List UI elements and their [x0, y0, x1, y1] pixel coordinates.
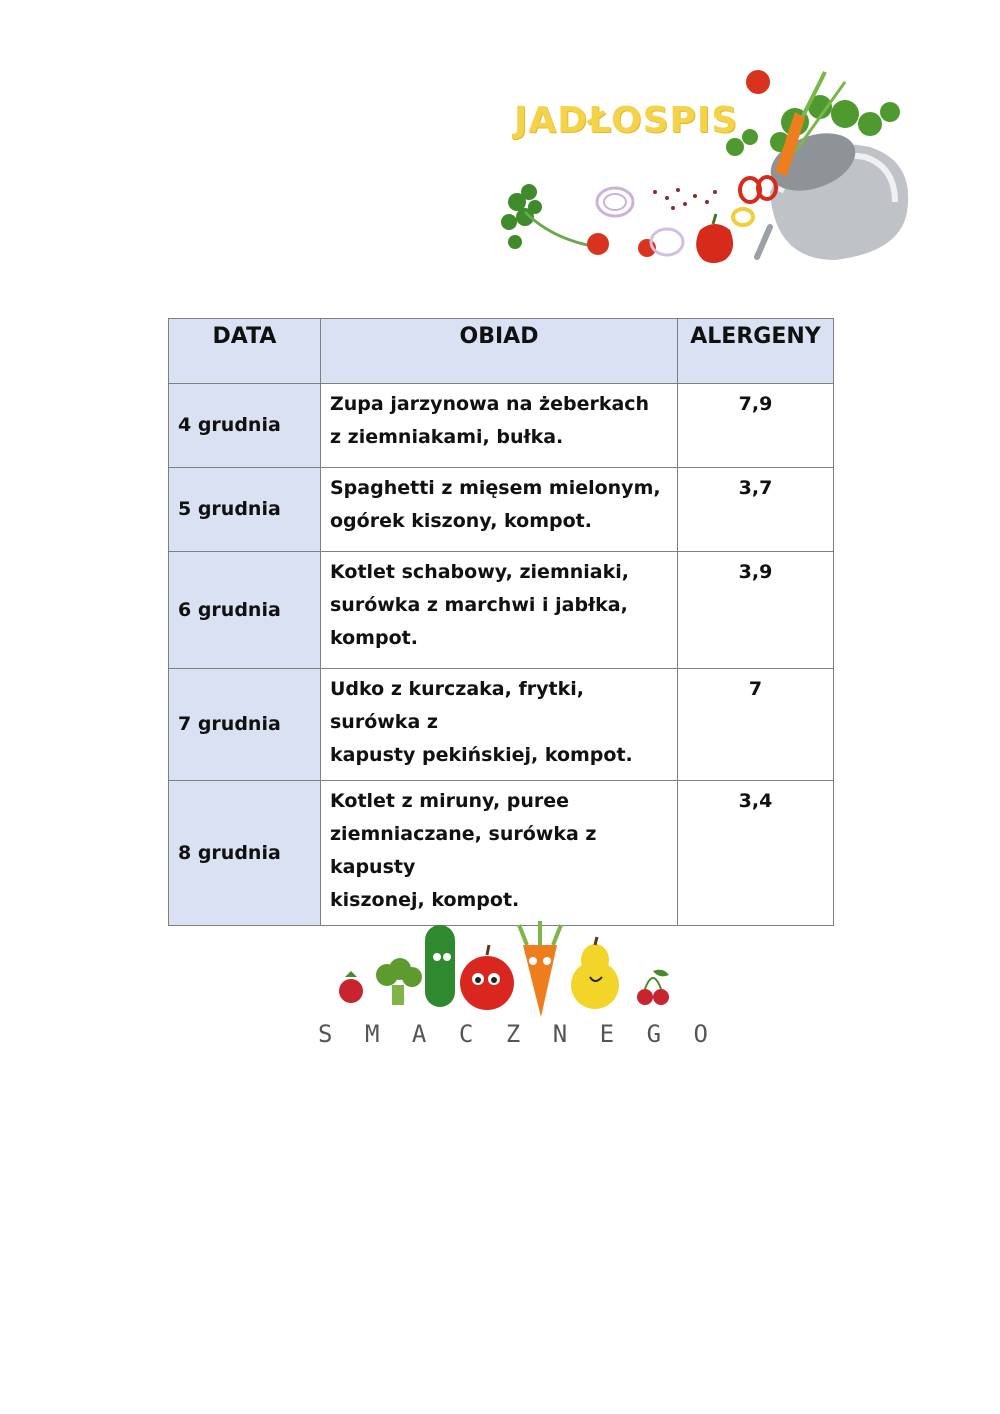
- menu-title: JADŁOSPIS: [514, 100, 739, 141]
- caption-letter: S: [318, 1020, 333, 1048]
- row-dish: [321, 781, 678, 926]
- header-date: DATA: [169, 319, 321, 384]
- vegetables-pot-illustration: [495, 52, 925, 300]
- header-illustration: [495, 52, 925, 300]
- cartoon-fruits-illustration: [265, 905, 740, 1080]
- row-date: 4 grudnia: [169, 384, 321, 468]
- table-row: [169, 669, 834, 781]
- row-date: 7 grudnia: [169, 669, 321, 781]
- caption-letter: C: [458, 1020, 474, 1048]
- caption-letter: G: [646, 1020, 662, 1048]
- table-row: [169, 468, 834, 552]
- row-dish: [321, 468, 678, 552]
- dish-line: Zupa jarzynowa na żeberkach: [330, 393, 650, 415]
- row-allergens: 7,9: [678, 384, 834, 468]
- dish-line: ziemniaczane, surówka z kapusty: [330, 823, 597, 878]
- dish-line: kapusty pekińskiej, kompot.: [330, 744, 633, 766]
- dish-line: z ziemniakami, bułka.: [330, 426, 564, 448]
- table-header-row: [169, 319, 834, 384]
- row-allergens: 7: [678, 669, 834, 781]
- row-dish: [321, 384, 678, 468]
- row-dish: [321, 552, 678, 669]
- header-dinner: OBIAD: [321, 319, 678, 384]
- dish-line: kiszonej, kompot.: [330, 889, 520, 911]
- dish-line: Kotlet z miruny, puree: [330, 790, 570, 812]
- caption-letter: A: [411, 1020, 427, 1048]
- table-row: [169, 552, 834, 669]
- dish-line: Spaghetti z mięsem mielonym,: [330, 477, 661, 499]
- row-date: 5 grudnia: [169, 468, 321, 552]
- caption-letter: E: [599, 1020, 615, 1048]
- row-date: 6 grudnia: [169, 552, 321, 669]
- row-date: 8 grudnia: [169, 781, 321, 926]
- caption-letter: M: [364, 1020, 380, 1048]
- caption-letter: N: [552, 1020, 568, 1048]
- dish-line: surówka z marchwi i jabłka,: [330, 594, 628, 616]
- table-row: [169, 384, 834, 468]
- table-row: [169, 781, 834, 926]
- dish-line: ogórek kiszony, kompot.: [330, 510, 592, 532]
- caption-letter: Z: [505, 1020, 521, 1048]
- smacznego-caption: [318, 1020, 708, 1048]
- caption-letter: O: [693, 1020, 708, 1048]
- row-dish: [321, 669, 678, 781]
- dish-line: Kotlet schabowy, ziemniaki,: [330, 561, 629, 583]
- footer-illustration: [265, 905, 740, 1080]
- row-allergens: 3,4: [678, 781, 834, 926]
- dish-line: kompot.: [330, 627, 418, 649]
- menu-table: [168, 318, 834, 926]
- header-allergens: ALERGENY: [678, 319, 834, 384]
- row-allergens: 3,7: [678, 468, 834, 552]
- dish-line: Udko z kurczaka, frytki, surówka z: [330, 678, 584, 733]
- row-allergens: 3,9: [678, 552, 834, 669]
